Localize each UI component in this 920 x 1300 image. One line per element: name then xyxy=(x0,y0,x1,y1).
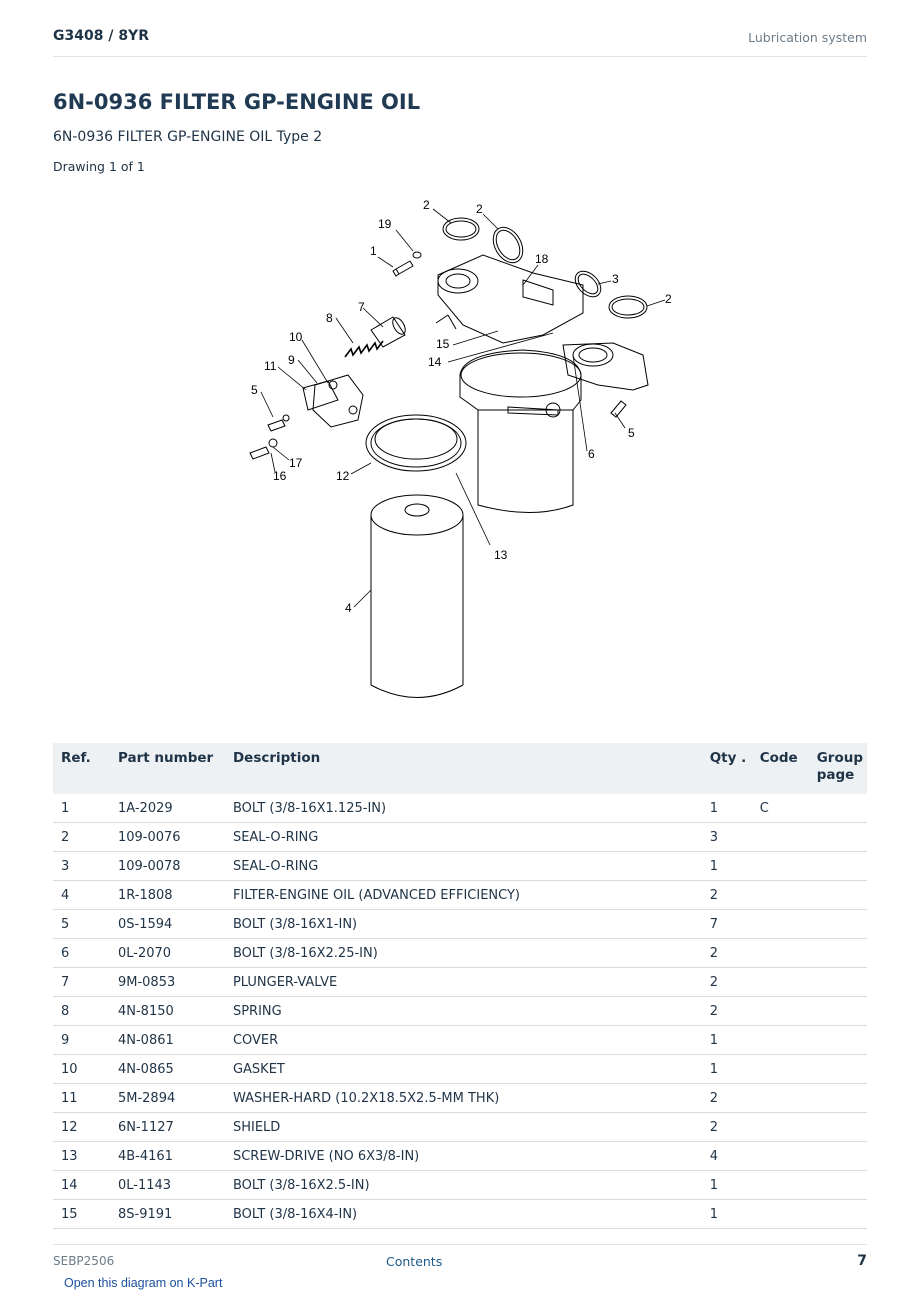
diagram-svg xyxy=(53,185,867,720)
cell-part-number: 4N-8150 xyxy=(110,997,225,1026)
cell-group-page xyxy=(809,997,867,1026)
page-footer xyxy=(53,1244,867,1275)
cell-ref: 11 xyxy=(53,1084,110,1113)
cell-qty: 7 xyxy=(702,910,752,939)
cell-group-page xyxy=(809,1171,867,1200)
plunger-valve xyxy=(371,317,405,347)
gasket xyxy=(303,381,338,410)
cell-part-number: 109-0076 xyxy=(110,823,225,852)
callout-label: 15 xyxy=(436,337,450,351)
cell-ref: 4 xyxy=(53,881,110,910)
cell-ref: 6 xyxy=(53,939,110,968)
cell-code: C xyxy=(752,794,809,823)
col-code: Code xyxy=(752,743,809,794)
cell-part-number: 4B-4161 xyxy=(110,1142,225,1171)
cell-part-number: 5M-2894 xyxy=(110,1084,225,1113)
document-id: SEBP2506 xyxy=(53,1254,115,1268)
contents-link[interactable]: Contents xyxy=(386,1254,443,1269)
cell-code xyxy=(752,1200,809,1229)
cell-description: SPRING xyxy=(225,997,702,1026)
cell-group-page xyxy=(809,794,867,823)
cell-code xyxy=(752,968,809,997)
table-row xyxy=(53,1142,867,1171)
cell-code xyxy=(752,852,809,881)
cell-description: SCREW-DRIVE (NO 6X3/8-IN) xyxy=(225,1142,702,1171)
cell-part-number: 4N-0861 xyxy=(110,1026,225,1055)
cell-code xyxy=(752,1055,809,1084)
table-row xyxy=(53,1055,867,1084)
callout-label: 5 xyxy=(628,426,635,440)
cell-description: WASHER-HARD (10.2X18.5X2.5-MM THK) xyxy=(225,1084,702,1113)
cell-group-page xyxy=(809,910,867,939)
cell-part-number: 9M-0853 xyxy=(110,968,225,997)
cell-description: BOLT (3/8-16X4-IN) xyxy=(225,1200,702,1229)
callout-label: 8 xyxy=(326,311,333,325)
exploded-parts-diagram xyxy=(53,185,867,720)
section-label: Lubrication system xyxy=(748,30,867,45)
table-row xyxy=(53,794,867,823)
cell-ref: 1 xyxy=(53,794,110,823)
filter-base xyxy=(438,255,583,343)
callout-label: 12 xyxy=(336,469,350,483)
cell-code xyxy=(752,939,809,968)
cell-description: BOLT (3/8-16X1-IN) xyxy=(225,910,702,939)
callout-label: 2 xyxy=(423,198,430,212)
cell-ref: 12 xyxy=(53,1113,110,1142)
spring xyxy=(345,341,383,357)
cell-description: BOLT (3/8-16X1.125-IN) xyxy=(225,794,702,823)
cell-qty: 2 xyxy=(702,939,752,968)
cell-group-page xyxy=(809,881,867,910)
cell-ref: 5 xyxy=(53,910,110,939)
cell-description: PLUNGER-VALVE xyxy=(225,968,702,997)
callout-label: 3 xyxy=(612,272,619,286)
open-kpart-link[interactable]: Open this diagram on K-Part xyxy=(64,1276,223,1290)
cell-part-number: 8S-9191 xyxy=(110,1200,225,1229)
callout-label: 13 xyxy=(494,548,508,562)
cell-qty: 2 xyxy=(702,1084,752,1113)
cell-code xyxy=(752,1171,809,1200)
cell-qty: 3 xyxy=(702,823,752,852)
callout-label: 6 xyxy=(588,447,595,461)
table-header-row xyxy=(53,743,867,794)
table-row xyxy=(53,1084,867,1113)
cell-qty: 2 xyxy=(702,1113,752,1142)
cell-ref: 2 xyxy=(53,823,110,852)
callout-label: 17 xyxy=(289,456,303,470)
cell-description: SEAL-O-RING xyxy=(225,852,702,881)
cell-qty: 2 xyxy=(702,968,752,997)
cell-ref: 3 xyxy=(53,852,110,881)
page-number: 7 xyxy=(857,1253,867,1269)
parts-table xyxy=(53,743,867,1229)
table-row xyxy=(53,1026,867,1055)
cell-description: BOLT (3/8-16X2.25-IN) xyxy=(225,939,702,968)
cell-qty: 2 xyxy=(702,997,752,1026)
cell-description: SEAL-O-RING xyxy=(225,823,702,852)
cell-qty: 1 xyxy=(702,1026,752,1055)
callout-label: 4 xyxy=(345,601,352,615)
cell-part-number: 1A-2029 xyxy=(110,794,225,823)
callout-label: 14 xyxy=(428,355,442,369)
table-row xyxy=(53,968,867,997)
page-header xyxy=(53,28,867,57)
cell-qty: 2 xyxy=(702,881,752,910)
filter-element xyxy=(371,515,463,685)
table-row xyxy=(53,823,867,852)
cell-description: COVER xyxy=(225,1026,702,1055)
cell-ref: 14 xyxy=(53,1171,110,1200)
callout-label: 10 xyxy=(289,330,303,344)
cell-ref: 9 xyxy=(53,1026,110,1055)
col-part-number: Part number xyxy=(110,743,225,794)
cell-part-number: 0L-1143 xyxy=(110,1171,225,1200)
cell-qty: 1 xyxy=(702,1055,752,1084)
cell-ref: 10 xyxy=(53,1055,110,1084)
model-label: G3408 / 8YR xyxy=(53,28,149,44)
cell-group-page xyxy=(809,1084,867,1113)
table-row xyxy=(53,997,867,1026)
cell-group-page xyxy=(809,852,867,881)
cell-group-page xyxy=(809,1055,867,1084)
cell-group-page xyxy=(809,1142,867,1171)
cell-code xyxy=(752,997,809,1026)
callout-label: 2 xyxy=(665,292,672,306)
cell-code xyxy=(752,910,809,939)
callout-label: 9 xyxy=(288,353,295,367)
cell-qty: 1 xyxy=(702,1171,752,1200)
cell-part-number: 1R-1808 xyxy=(110,881,225,910)
shield xyxy=(366,415,466,471)
o-ring-2 xyxy=(487,222,529,268)
cell-description: SHIELD xyxy=(225,1113,702,1142)
cell-ref: 8 xyxy=(53,997,110,1026)
cell-code xyxy=(752,1084,809,1113)
cell-qty: 1 xyxy=(702,852,752,881)
table-row xyxy=(53,1113,867,1142)
cell-part-number: 109-0078 xyxy=(110,852,225,881)
page-title: 6N-0936 FILTER GP-ENGINE OIL xyxy=(53,90,421,114)
table-row xyxy=(53,1200,867,1229)
callout-label: 1 xyxy=(370,244,377,258)
callout-label: 2 xyxy=(476,202,483,216)
cell-ref: 15 xyxy=(53,1200,110,1229)
cell-part-number: 0L-2070 xyxy=(110,939,225,968)
cell-description: GASKET xyxy=(225,1055,702,1084)
table-row xyxy=(53,939,867,968)
cell-ref: 7 xyxy=(53,968,110,997)
table-row xyxy=(53,910,867,939)
col-ref: Ref. xyxy=(53,743,110,794)
cell-qty: 4 xyxy=(702,1142,752,1171)
col-group-page: Group page xyxy=(809,743,867,794)
cell-code xyxy=(752,823,809,852)
cell-group-page xyxy=(809,823,867,852)
cell-group-page xyxy=(809,939,867,968)
col-qty: Qty . xyxy=(702,743,752,794)
col-description: Description xyxy=(225,743,702,794)
callout-label: 16 xyxy=(273,469,287,483)
cell-part-number: 6N-1127 xyxy=(110,1113,225,1142)
cell-ref: 13 xyxy=(53,1142,110,1171)
callout-label: 5 xyxy=(251,383,258,397)
callout-label: 7 xyxy=(358,300,365,314)
cell-code xyxy=(752,1113,809,1142)
cell-group-page xyxy=(809,968,867,997)
table-row xyxy=(53,881,867,910)
callout-label: 18 xyxy=(535,252,549,266)
drawing-count: Drawing 1 of 1 xyxy=(53,159,145,174)
cell-description: BOLT (3/8-16X2.5-IN) xyxy=(225,1171,702,1200)
cell-qty: 1 xyxy=(702,794,752,823)
cell-part-number: 4N-0865 xyxy=(110,1055,225,1084)
callout-labels xyxy=(251,198,672,615)
cell-code xyxy=(752,1026,809,1055)
cell-qty: 1 xyxy=(702,1200,752,1229)
cell-group-page xyxy=(809,1026,867,1055)
cell-group-page xyxy=(809,1200,867,1229)
cell-part-number: 0S-1594 xyxy=(110,910,225,939)
table-row xyxy=(53,1171,867,1200)
cell-code xyxy=(752,1142,809,1171)
page-subtitle: 6N-0936 FILTER GP-ENGINE OIL Type 2 xyxy=(53,129,323,145)
filter-housing xyxy=(460,350,581,513)
callout-label: 19 xyxy=(378,217,392,231)
callout-label: 11 xyxy=(264,359,277,373)
cell-code xyxy=(752,881,809,910)
cell-description: FILTER-ENGINE OIL (ADVANCED EFFICIENCY) xyxy=(225,881,702,910)
cell-group-page xyxy=(809,1113,867,1142)
o-ring-3 xyxy=(570,266,605,301)
bolt-1 xyxy=(393,261,413,276)
table-row xyxy=(53,852,867,881)
